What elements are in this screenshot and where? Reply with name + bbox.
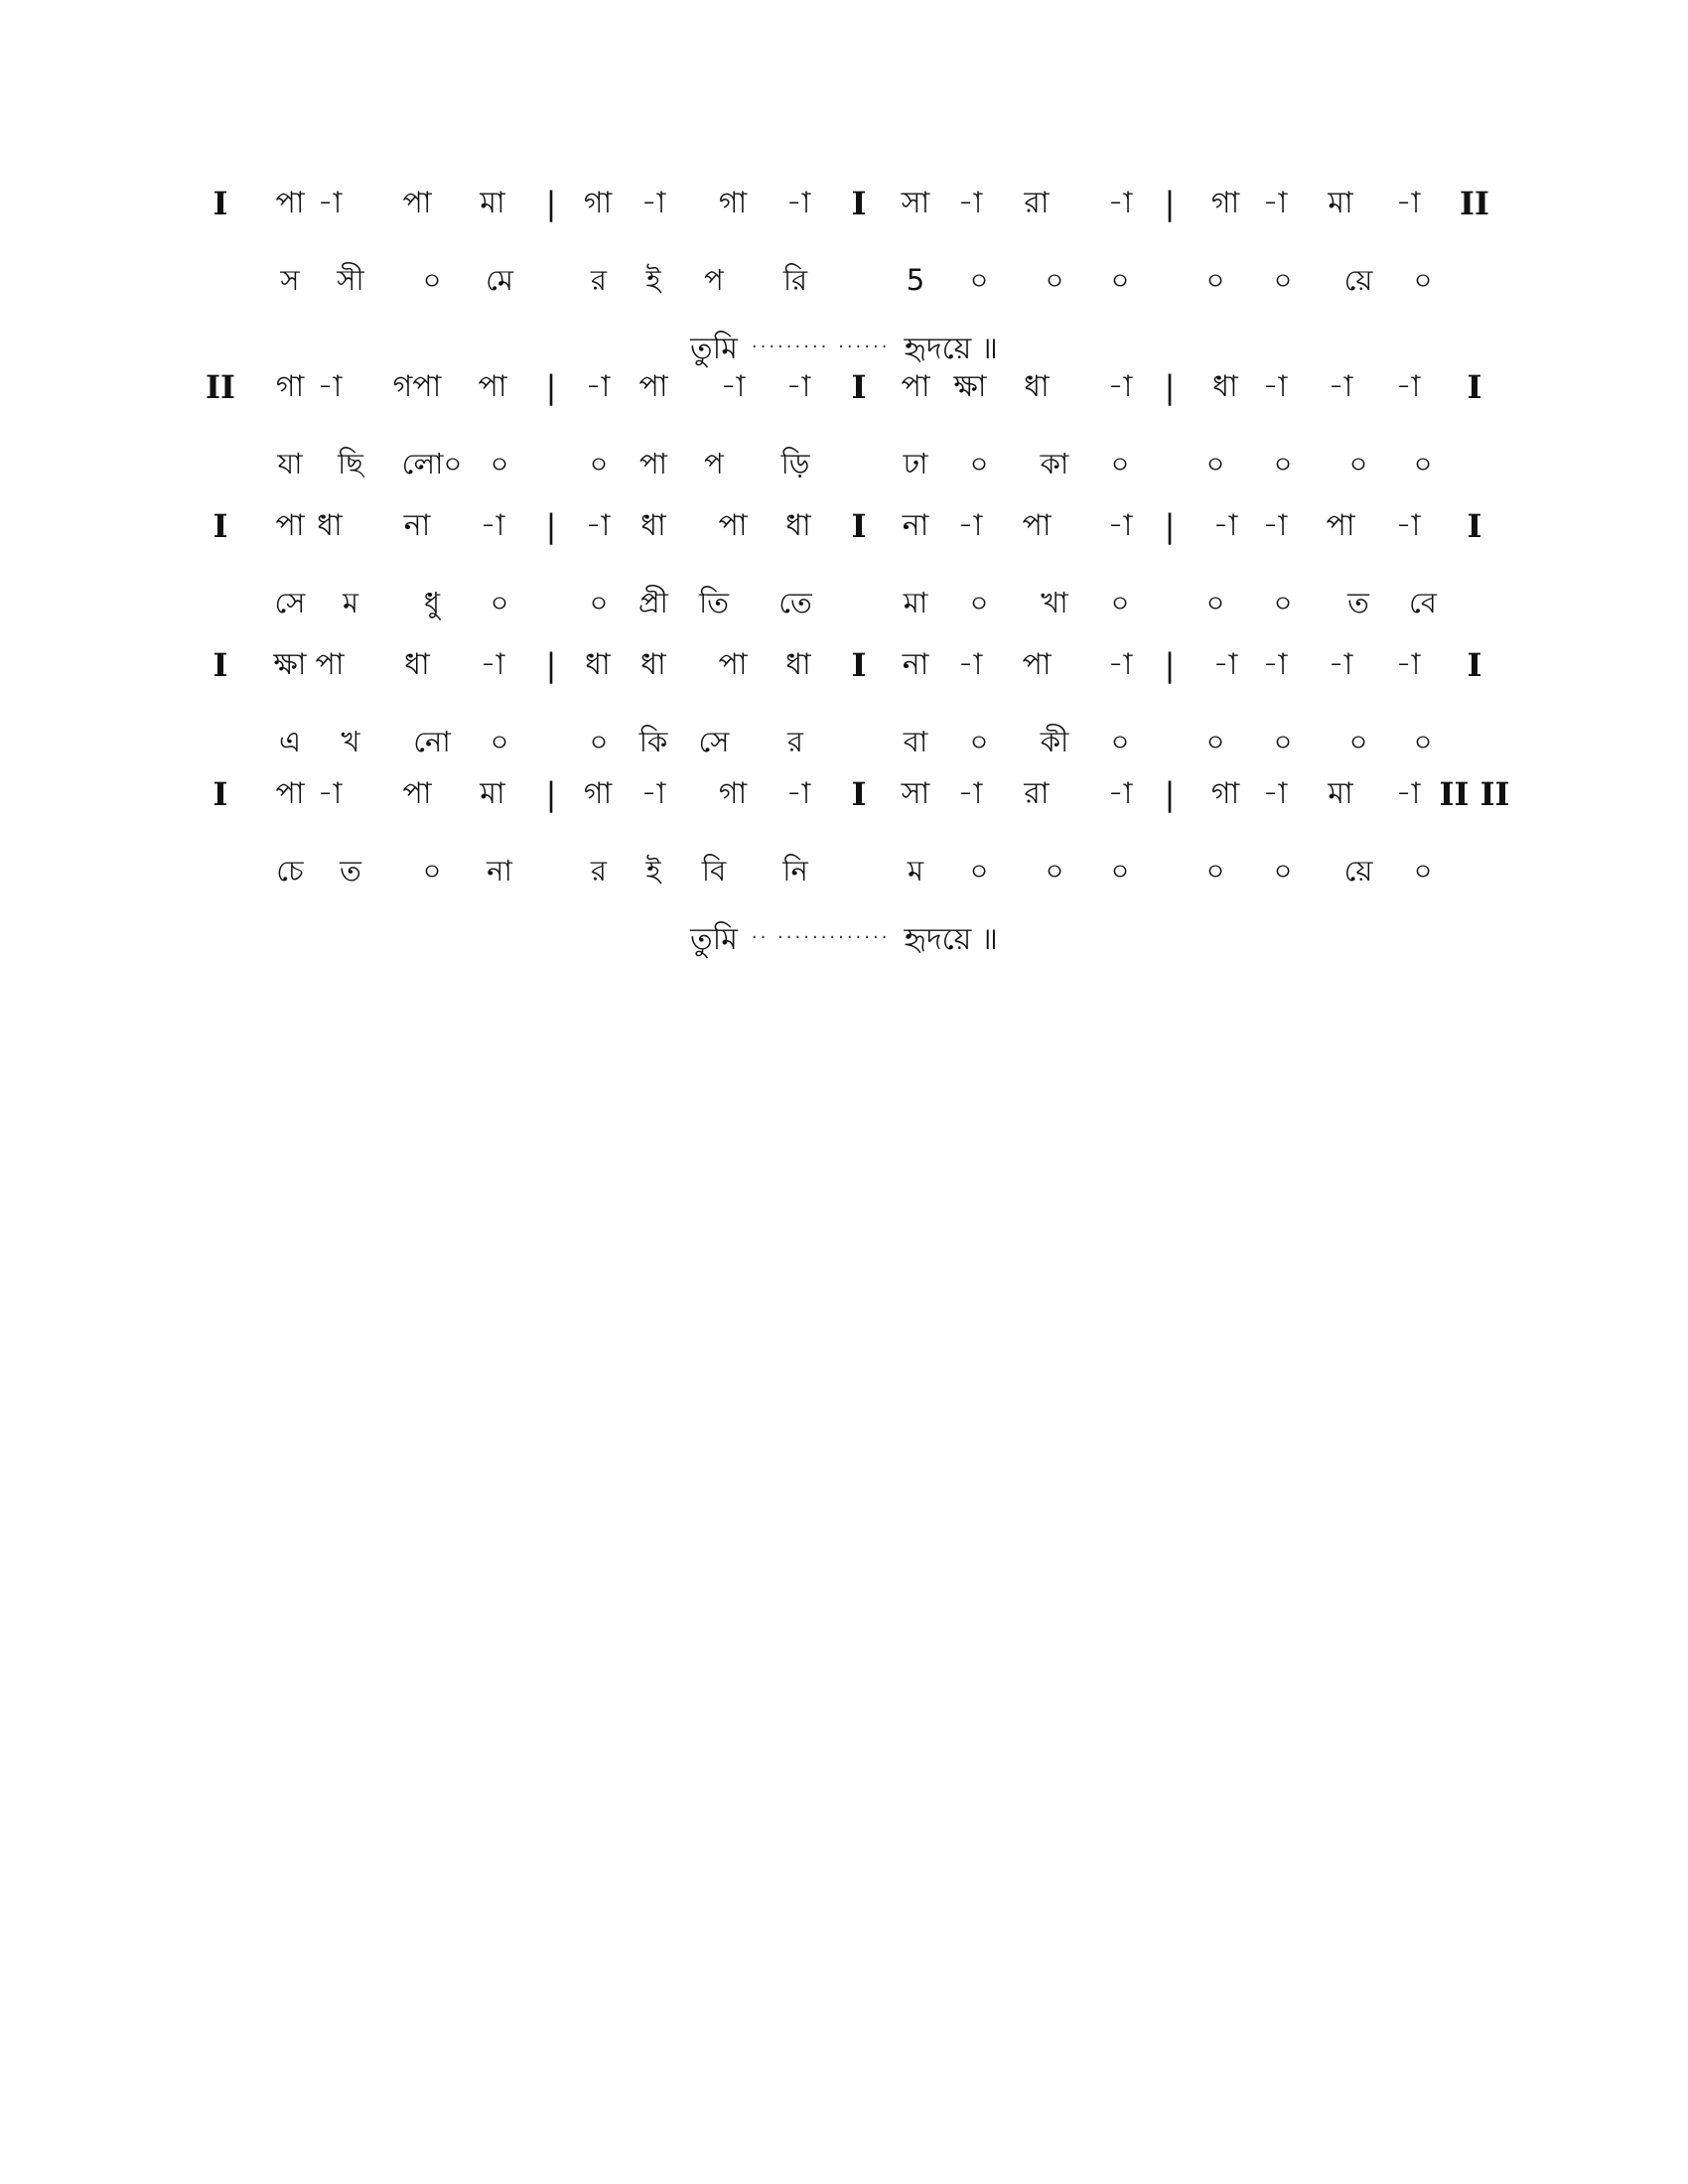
note: গা xyxy=(1210,186,1240,220)
note: -া xyxy=(1107,776,1133,811)
lyric-syllable: ০ xyxy=(1348,725,1368,758)
lyric-syllable: ০ xyxy=(969,586,989,619)
lyric-syllable: খ xyxy=(341,725,360,758)
note-row xyxy=(0,645,1688,685)
note: -া xyxy=(1395,647,1421,682)
note: গা xyxy=(275,369,305,404)
lyric-syllable: ০ xyxy=(589,586,609,619)
note: ক্ষা xyxy=(273,647,307,682)
lyric-syllable: ০ xyxy=(1273,447,1293,480)
lyric-syllable: ই xyxy=(645,854,661,887)
lyric-syllable: র xyxy=(591,854,607,887)
lyric-syllable: বি xyxy=(701,854,727,887)
lyric-syllable: ০ xyxy=(969,263,989,297)
lyric-syllable: ধু xyxy=(423,586,441,619)
lyric-syllable: পা xyxy=(638,447,668,480)
note-row xyxy=(0,774,1688,814)
barline: | xyxy=(545,775,557,813)
note: পা xyxy=(718,647,748,682)
lyric-syllable: ০ xyxy=(490,447,509,480)
refrain-line xyxy=(0,328,1688,369)
note: -া xyxy=(640,776,666,811)
lyric-syllable: প্রী xyxy=(638,586,668,619)
lyric-syllable: ০ xyxy=(589,447,609,480)
refrain-start: তুমি xyxy=(690,332,738,366)
barline: | xyxy=(1164,368,1176,406)
note: -া xyxy=(1262,186,1288,220)
note: না xyxy=(403,508,431,543)
lyric-syllable: ০ xyxy=(422,854,442,887)
barline: | xyxy=(545,507,557,545)
lyric-syllable: ০ xyxy=(1273,725,1293,758)
lyric-syllable: ০ xyxy=(969,854,989,887)
note: সা xyxy=(901,776,930,811)
start-barline: I xyxy=(212,775,228,813)
note: -া xyxy=(1107,186,1133,220)
refrain-line xyxy=(0,918,1688,960)
note: পা xyxy=(901,369,930,404)
note: -া xyxy=(1262,369,1288,404)
refrain-dots: ·· ············· xyxy=(751,927,891,948)
lyric-syllable: ছি xyxy=(338,447,363,480)
note: -া xyxy=(480,508,505,543)
note: সা xyxy=(901,186,930,220)
lyric-syllable: চে xyxy=(276,854,304,887)
lyric-syllable: প xyxy=(704,263,724,297)
note: রা xyxy=(1024,186,1050,220)
lyric-syllable: ০ xyxy=(1413,447,1433,480)
lyric-row xyxy=(0,444,1688,483)
note: -া xyxy=(1395,776,1421,811)
lyric-syllable: ঢা xyxy=(903,447,928,480)
note: ধা xyxy=(785,508,811,543)
note: -া xyxy=(785,369,811,404)
lyric-syllable: ০ xyxy=(1110,586,1130,619)
start-barline: II xyxy=(206,368,235,406)
lyric-row xyxy=(0,722,1688,761)
lyric-row xyxy=(0,260,1688,300)
barline: | xyxy=(1164,775,1176,813)
lyric-syllable: ০ xyxy=(589,725,609,758)
lyric-syllable: যা xyxy=(277,447,303,480)
lyric-syllable: সে xyxy=(274,586,306,619)
note: পা xyxy=(1326,508,1355,543)
lyric-syllable: কা xyxy=(1040,447,1069,480)
note: -া xyxy=(1395,369,1421,404)
barline: | xyxy=(545,368,557,406)
note: মা xyxy=(1328,776,1353,811)
lyric-syllable: ০ xyxy=(1348,447,1368,480)
barline: I xyxy=(1467,507,1482,545)
lyric-syllable: ০ xyxy=(1205,725,1225,758)
note: -া xyxy=(957,186,983,220)
note-row xyxy=(0,367,1688,407)
note: -া xyxy=(1107,369,1133,404)
lyric-syllable: ০ xyxy=(969,447,989,480)
barline: I xyxy=(851,507,867,545)
note: -া xyxy=(957,508,983,543)
refrain-dots: ········· ······ xyxy=(751,337,891,357)
note: পা xyxy=(718,508,748,543)
lyric-syllable: ম xyxy=(907,854,924,887)
barline: I xyxy=(1467,646,1482,684)
lyric-syllable: 5 xyxy=(906,263,925,297)
lyric-syllable: খা xyxy=(1041,586,1068,619)
lyric-syllable: ০ xyxy=(1413,725,1433,758)
note: -া xyxy=(1395,186,1421,220)
barline: I xyxy=(1467,368,1482,406)
lyric-syllable: ০ xyxy=(1273,586,1293,619)
lyric-syllable: না xyxy=(487,854,512,887)
lyric-syllable: ০ xyxy=(1205,263,1225,297)
note: -া xyxy=(1107,647,1133,682)
note: মা xyxy=(480,776,505,811)
lyric-syllable: ০ xyxy=(422,263,442,297)
lyric-syllable: ত xyxy=(340,854,361,887)
lyric-syllable: র xyxy=(787,725,803,758)
barline: | xyxy=(545,185,557,222)
lyric-syllable: তি xyxy=(698,586,730,619)
barline: II II xyxy=(1439,775,1510,813)
lyric-syllable: র xyxy=(591,263,607,297)
note: পা xyxy=(402,776,432,811)
note: পা xyxy=(1022,647,1052,682)
barline: I xyxy=(851,775,867,813)
lyric-syllable: ০ xyxy=(1110,447,1130,480)
note: মা xyxy=(1328,186,1353,220)
note: গা xyxy=(1210,776,1240,811)
lyric-syllable: নি xyxy=(782,854,808,887)
start-barline: I xyxy=(212,185,228,222)
note-row xyxy=(0,184,1688,223)
note: পা xyxy=(275,186,305,220)
lyric-syllable: ০ xyxy=(1413,854,1433,887)
note: -া xyxy=(1212,647,1238,682)
note: ধা xyxy=(585,647,611,682)
barline: I xyxy=(851,185,867,222)
note: -া xyxy=(720,369,746,404)
start-barline: I xyxy=(212,507,228,545)
note: গা xyxy=(583,776,613,811)
note: ধা xyxy=(640,508,666,543)
note: গপা xyxy=(392,369,442,404)
barline: | xyxy=(1164,646,1176,684)
note: -া xyxy=(1212,508,1238,543)
note: না xyxy=(902,647,929,682)
note: -া xyxy=(957,776,983,811)
lyric-syllable: ০ xyxy=(1205,447,1225,480)
note: -া xyxy=(785,186,811,220)
lyric-syllable: ০ xyxy=(1205,854,1225,887)
barline: | xyxy=(1164,507,1176,545)
refrain-start: তুমি xyxy=(690,922,738,957)
note: মা xyxy=(480,186,505,220)
note: না xyxy=(902,508,929,543)
note: ক্ষা xyxy=(953,369,987,404)
lyric-syllable: এ xyxy=(278,725,302,758)
note: -া xyxy=(317,369,343,404)
lyric-syllable: কি xyxy=(638,725,668,758)
lyric-syllable: ০ xyxy=(1045,263,1064,297)
lyric-syllable: ০ xyxy=(490,725,509,758)
note: রা xyxy=(1024,776,1050,811)
note: গা xyxy=(718,776,748,811)
lyric-syllable: নো xyxy=(413,725,451,758)
note: ধা xyxy=(317,508,343,543)
note: -া xyxy=(480,647,505,682)
note: -া xyxy=(1262,776,1288,811)
lyric-syllable: ০ xyxy=(1273,263,1293,297)
lyric-syllable: সে xyxy=(698,725,730,758)
lyric-syllable: বা xyxy=(903,725,928,758)
note: ধা xyxy=(640,647,666,682)
lyric-syllable: ম xyxy=(342,586,359,619)
lyric-syllable: কী xyxy=(1040,725,1069,758)
lyric-syllable: প xyxy=(704,447,724,480)
start-barline: I xyxy=(212,646,228,684)
lyric-syllable: ত xyxy=(1347,586,1369,619)
note: পা xyxy=(478,369,507,404)
barline: I xyxy=(851,368,867,406)
note: গা xyxy=(718,186,748,220)
lyric-syllable: বে xyxy=(1409,586,1437,619)
refrain-end: হৃদয়ে ॥ xyxy=(904,332,998,366)
lyric-syllable: য়ে xyxy=(1343,263,1373,297)
lyric-syllable: মে xyxy=(486,263,513,297)
lyric-syllable: ০ xyxy=(1110,263,1130,297)
note: -া xyxy=(1262,647,1288,682)
note-row xyxy=(0,506,1688,546)
lyric-syllable: ০ xyxy=(1413,263,1433,297)
note: পা xyxy=(275,508,305,543)
lyric-syllable: ০ xyxy=(1273,854,1293,887)
note: -া xyxy=(1328,369,1353,404)
lyric-syllable: লো০ xyxy=(401,447,463,480)
lyric-syllable: ০ xyxy=(1110,854,1130,887)
barline: II xyxy=(1460,185,1489,222)
lyric-syllable: ০ xyxy=(490,586,509,619)
lyric-syllable: ০ xyxy=(1045,854,1064,887)
note: পা xyxy=(638,369,668,404)
lyric-row xyxy=(0,583,1688,622)
note: -া xyxy=(317,186,343,220)
note: -া xyxy=(1262,508,1288,543)
lyric-syllable: ড়ি xyxy=(780,447,810,480)
lyric-row xyxy=(0,851,1688,890)
note: পা xyxy=(315,647,345,682)
lyric-syllable: য়ে xyxy=(1343,854,1373,887)
lyric-syllable: ০ xyxy=(969,725,989,758)
note: -া xyxy=(1395,508,1421,543)
note: -া xyxy=(585,369,611,404)
note: ধা xyxy=(404,647,430,682)
lyric-syllable: ০ xyxy=(1110,725,1130,758)
lyric-syllable: মা xyxy=(903,586,928,619)
lyric-syllable: সী xyxy=(337,263,364,297)
barline: I xyxy=(851,646,867,684)
note: -া xyxy=(957,647,983,682)
note: -া xyxy=(585,508,611,543)
note: পা xyxy=(402,186,432,220)
note: ধা xyxy=(1024,369,1050,404)
note: ধা xyxy=(785,647,811,682)
lyric-syllable: ই xyxy=(645,263,661,297)
note: গা xyxy=(583,186,613,220)
note: ধা xyxy=(1212,369,1238,404)
note: -া xyxy=(785,776,811,811)
note: -া xyxy=(640,186,666,220)
refrain-end: হৃদয়ে ॥ xyxy=(904,922,998,957)
note: -া xyxy=(1328,647,1353,682)
note: -া xyxy=(317,776,343,811)
lyric-syllable: ০ xyxy=(1205,586,1225,619)
note: পা xyxy=(275,776,305,811)
note: পা xyxy=(1022,508,1052,543)
lyric-syllable: স xyxy=(280,263,300,297)
note: -া xyxy=(1107,508,1133,543)
barline: | xyxy=(545,646,557,684)
lyric-syllable: তে xyxy=(778,586,812,619)
barline: | xyxy=(1164,185,1176,222)
lyric-syllable: রি xyxy=(782,263,808,297)
